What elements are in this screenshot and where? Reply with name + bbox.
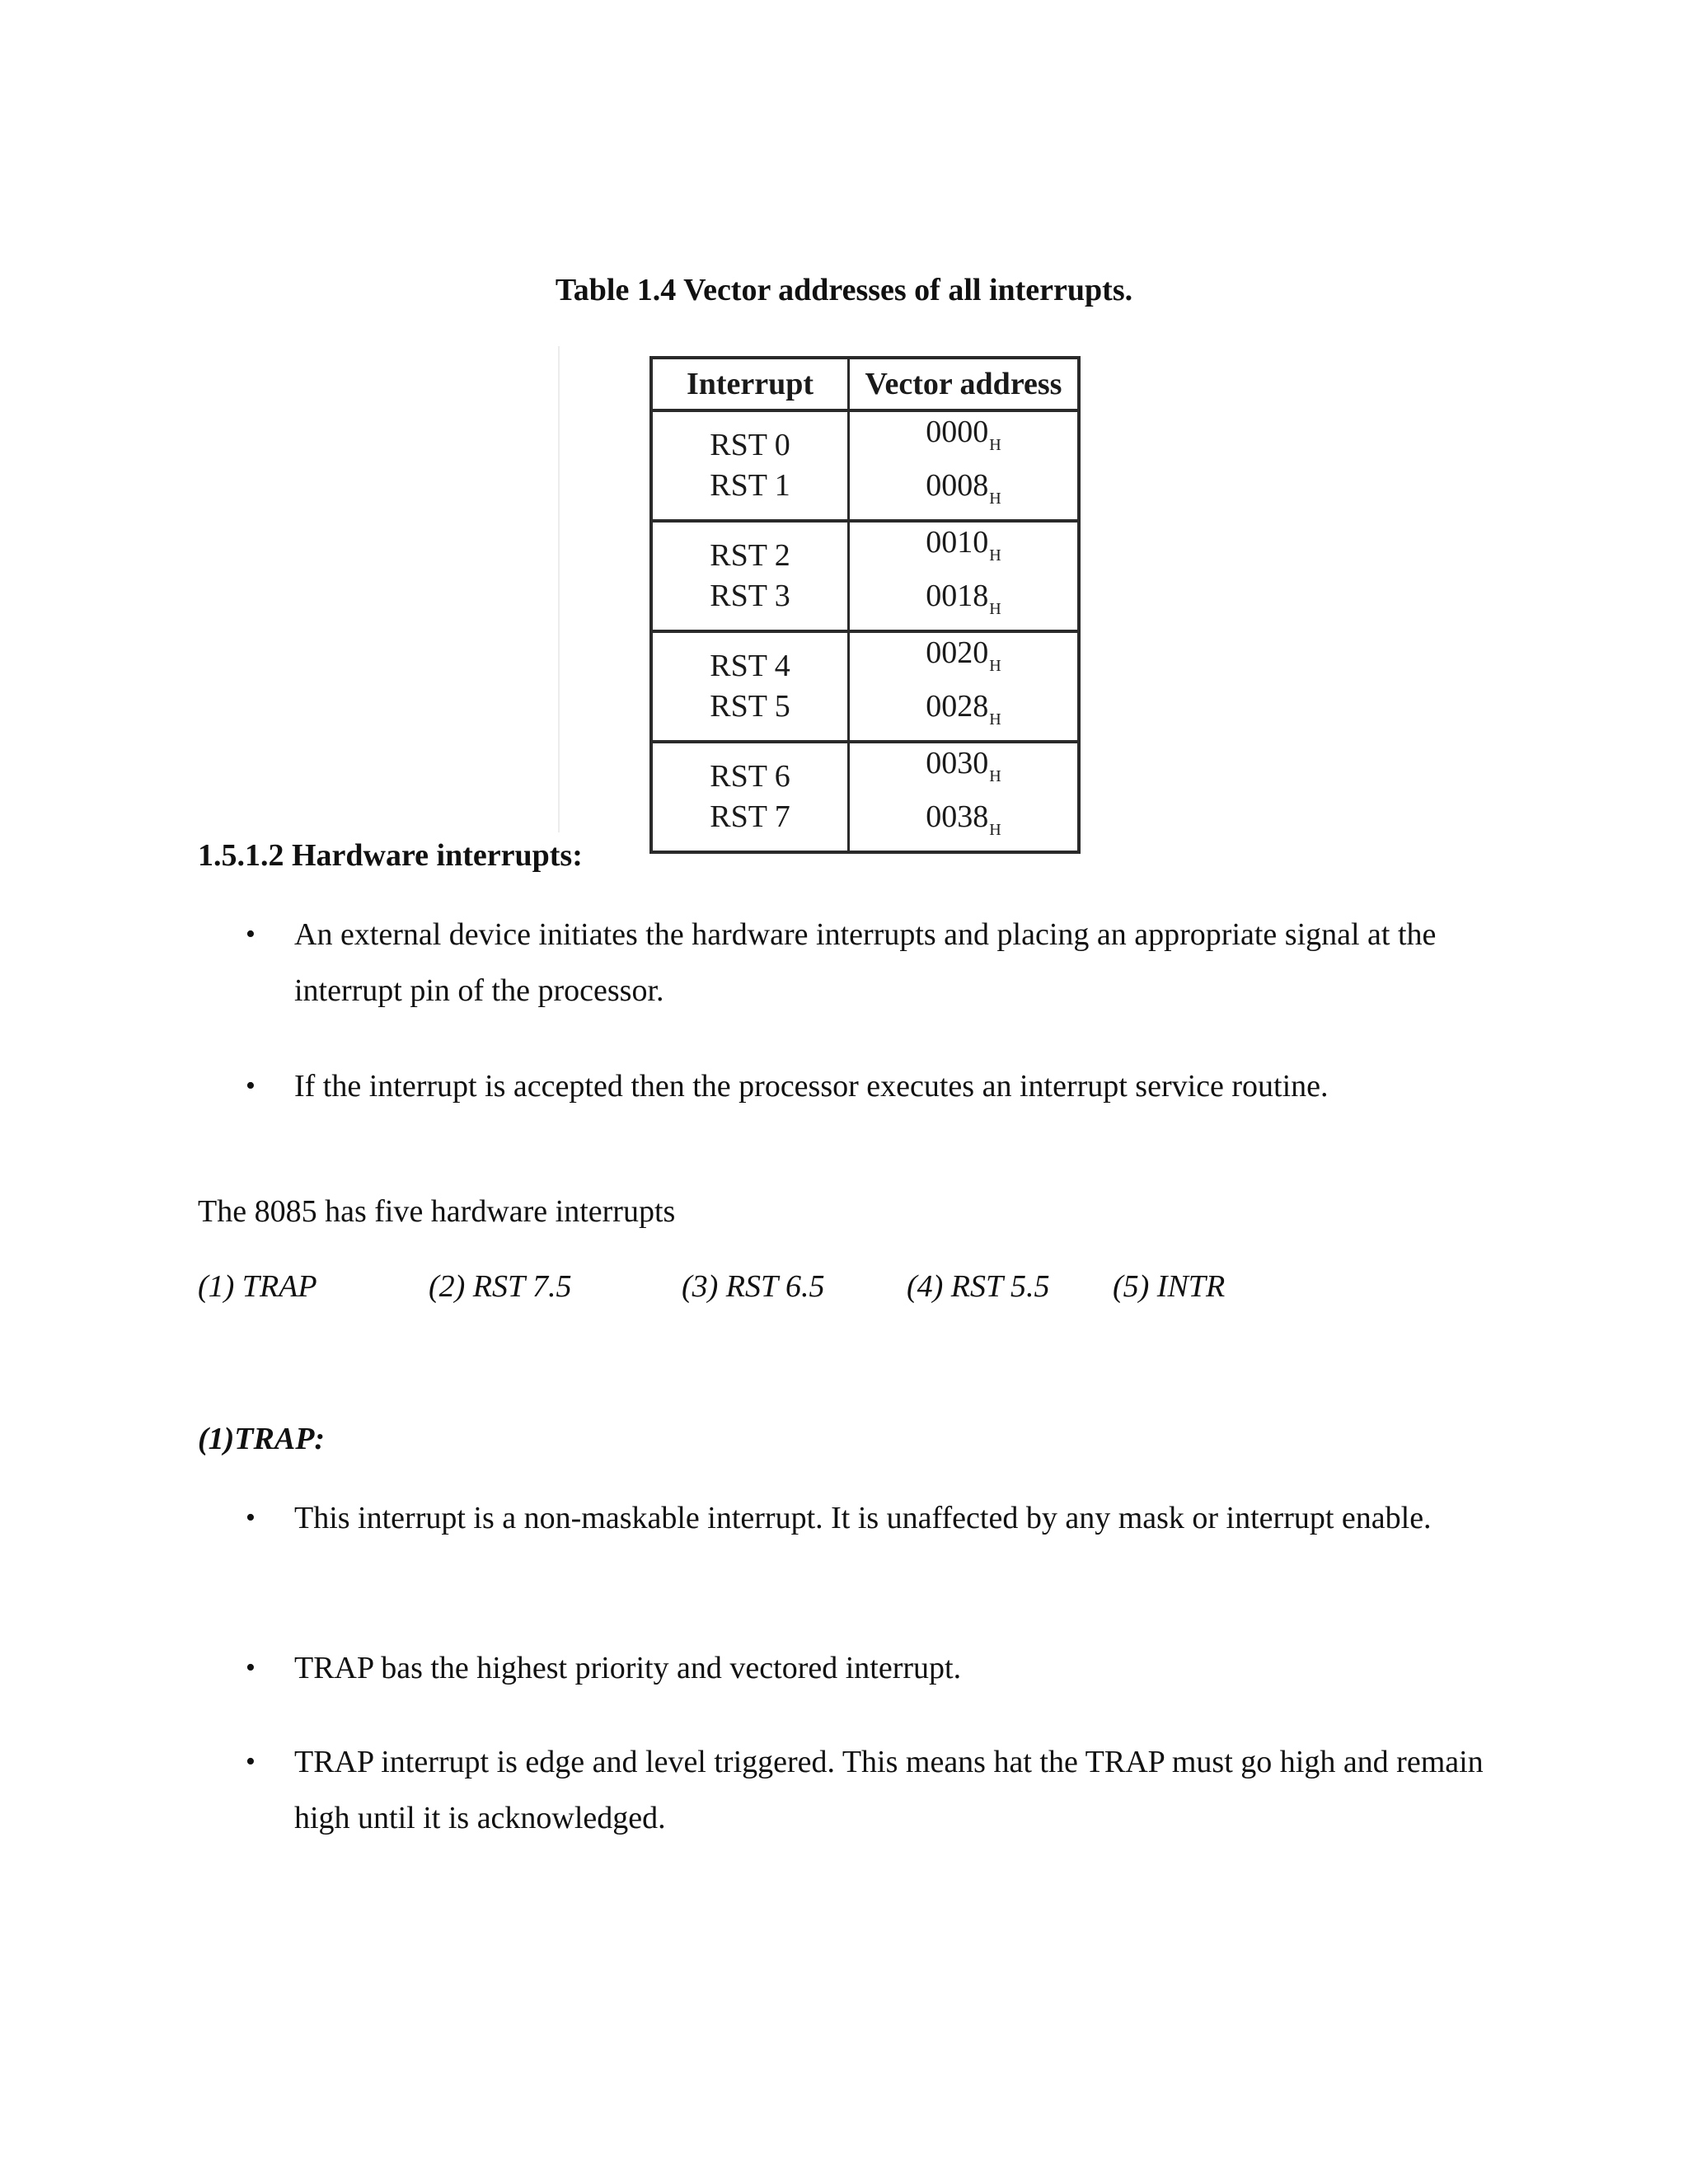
vector-address: $0028_H$ <box>926 689 1001 729</box>
list-item <box>198 1490 1484 1546</box>
column-header-interrupt: Interrupt <box>651 358 849 410</box>
interrupt-rst55: (4) RST 5.5 <box>907 1269 1050 1304</box>
bullet-icon: • <box>246 919 256 949</box>
hex-suffix: H <box>989 657 1001 675</box>
interrupt-cell <box>651 631 849 742</box>
hardware-summary: The 8085 has five hardware interrupts <box>198 1194 676 1229</box>
bullet-text: If the interrupt is accepted then the processor executes an interrupt service routine. <box>294 1069 1329 1104</box>
interrupt-name: RST 2 <box>710 538 790 573</box>
interrupt-name: RST 7 <box>710 799 790 834</box>
trap-bullet-list <box>198 1734 1484 1846</box>
interrupt-rst75: (2) RST 7.5 <box>429 1269 572 1304</box>
bullet-text: This interrupt is a non-maskable interrupt. It is unaffected by any mask or interrupt enable. <box>294 1501 1432 1535</box>
address-cell <box>849 410 1080 521</box>
table-row-group <box>651 742 1079 852</box>
section-heading-hardware-interrupts: 1.5.1.2 Hardware interrupts: <box>198 838 583 873</box>
vector-address: $0008_H$ <box>926 468 1001 508</box>
table-caption: Table 1.4 Vector addresses of all interrupts. <box>555 273 1133 307</box>
hex-suffix: H <box>989 767 1001 785</box>
address-cell <box>849 521 1080 631</box>
vector-address: $0030_H$ <box>926 746 1001 785</box>
hex-suffix: H <box>989 490 1001 508</box>
table-header-row <box>651 358 1079 410</box>
hex-suffix: H <box>989 436 1001 454</box>
vector-address: $0000_H$ <box>926 415 1001 454</box>
address-cell <box>849 631 1080 742</box>
trap-bullet-list <box>198 1640 1484 1696</box>
vector-address-table <box>649 356 1081 854</box>
trap-bullet-list <box>198 1490 1484 1546</box>
hex-suffix: H <box>989 546 1001 565</box>
bullet-icon: • <box>246 1502 256 1533</box>
bullet-icon: • <box>246 1071 256 1101</box>
list-item <box>198 907 1484 1019</box>
hardware-bullet-list <box>198 1058 1484 1114</box>
interrupt-name: RST 0 <box>710 428 790 462</box>
hardware-bullet-list <box>198 907 1484 1019</box>
hex-suffix: H <box>989 710 1001 729</box>
vector-address: $0038_H$ <box>926 799 1001 839</box>
interrupt-rst65: (3) RST 6.5 <box>682 1269 825 1304</box>
interrupt-intr: (5) INTR <box>1113 1269 1226 1304</box>
vector-address: $0010_H$ <box>926 525 1001 565</box>
address-cell <box>849 742 1080 852</box>
list-item <box>198 1734 1484 1846</box>
interrupt-cell <box>651 521 849 631</box>
bullet-icon: • <box>246 1652 256 1683</box>
interrupt-name: RST 5 <box>710 689 790 724</box>
table-row-group <box>651 631 1079 742</box>
interrupt-name: RST 4 <box>710 649 790 683</box>
column-header-vector-address: Vector address <box>849 358 1080 410</box>
list-item <box>198 1640 1484 1696</box>
vector-address: $0018_H$ <box>926 579 1001 618</box>
bullet-icon: • <box>246 1746 256 1777</box>
interrupt-list-row <box>198 1268 1599 1310</box>
table-row-group <box>651 410 1079 521</box>
interrupt-name: RST 6 <box>710 759 790 794</box>
bullet-text: TRAP interrupt is edge and level triggered. This means hat the TRAP must go high and remain high until it is acknowledged. <box>294 1745 1484 1835</box>
hex-suffix: H <box>989 821 1001 839</box>
hex-suffix: H <box>989 600 1001 618</box>
interrupt-trap: (1) TRAP <box>198 1269 317 1304</box>
interrupt-cell <box>651 742 849 852</box>
vector-address: $0020_H$ <box>926 635 1001 675</box>
interrupt-cell <box>651 410 849 521</box>
bullet-text: An external device initiates the hardware interrupts and placing an appropriate signal at the interrupt pin of the processor. <box>294 917 1437 1008</box>
bullet-text: TRAP bas the highest priority and vectored interrupt. <box>294 1651 962 1685</box>
interrupt-name: RST 1 <box>710 468 790 503</box>
table-row-group <box>651 521 1079 631</box>
scan-edge <box>558 346 560 832</box>
section-heading-trap: (1)TRAP: <box>198 1422 326 1456</box>
list-item <box>198 1058 1484 1114</box>
interrupt-name: RST 3 <box>710 579 790 613</box>
